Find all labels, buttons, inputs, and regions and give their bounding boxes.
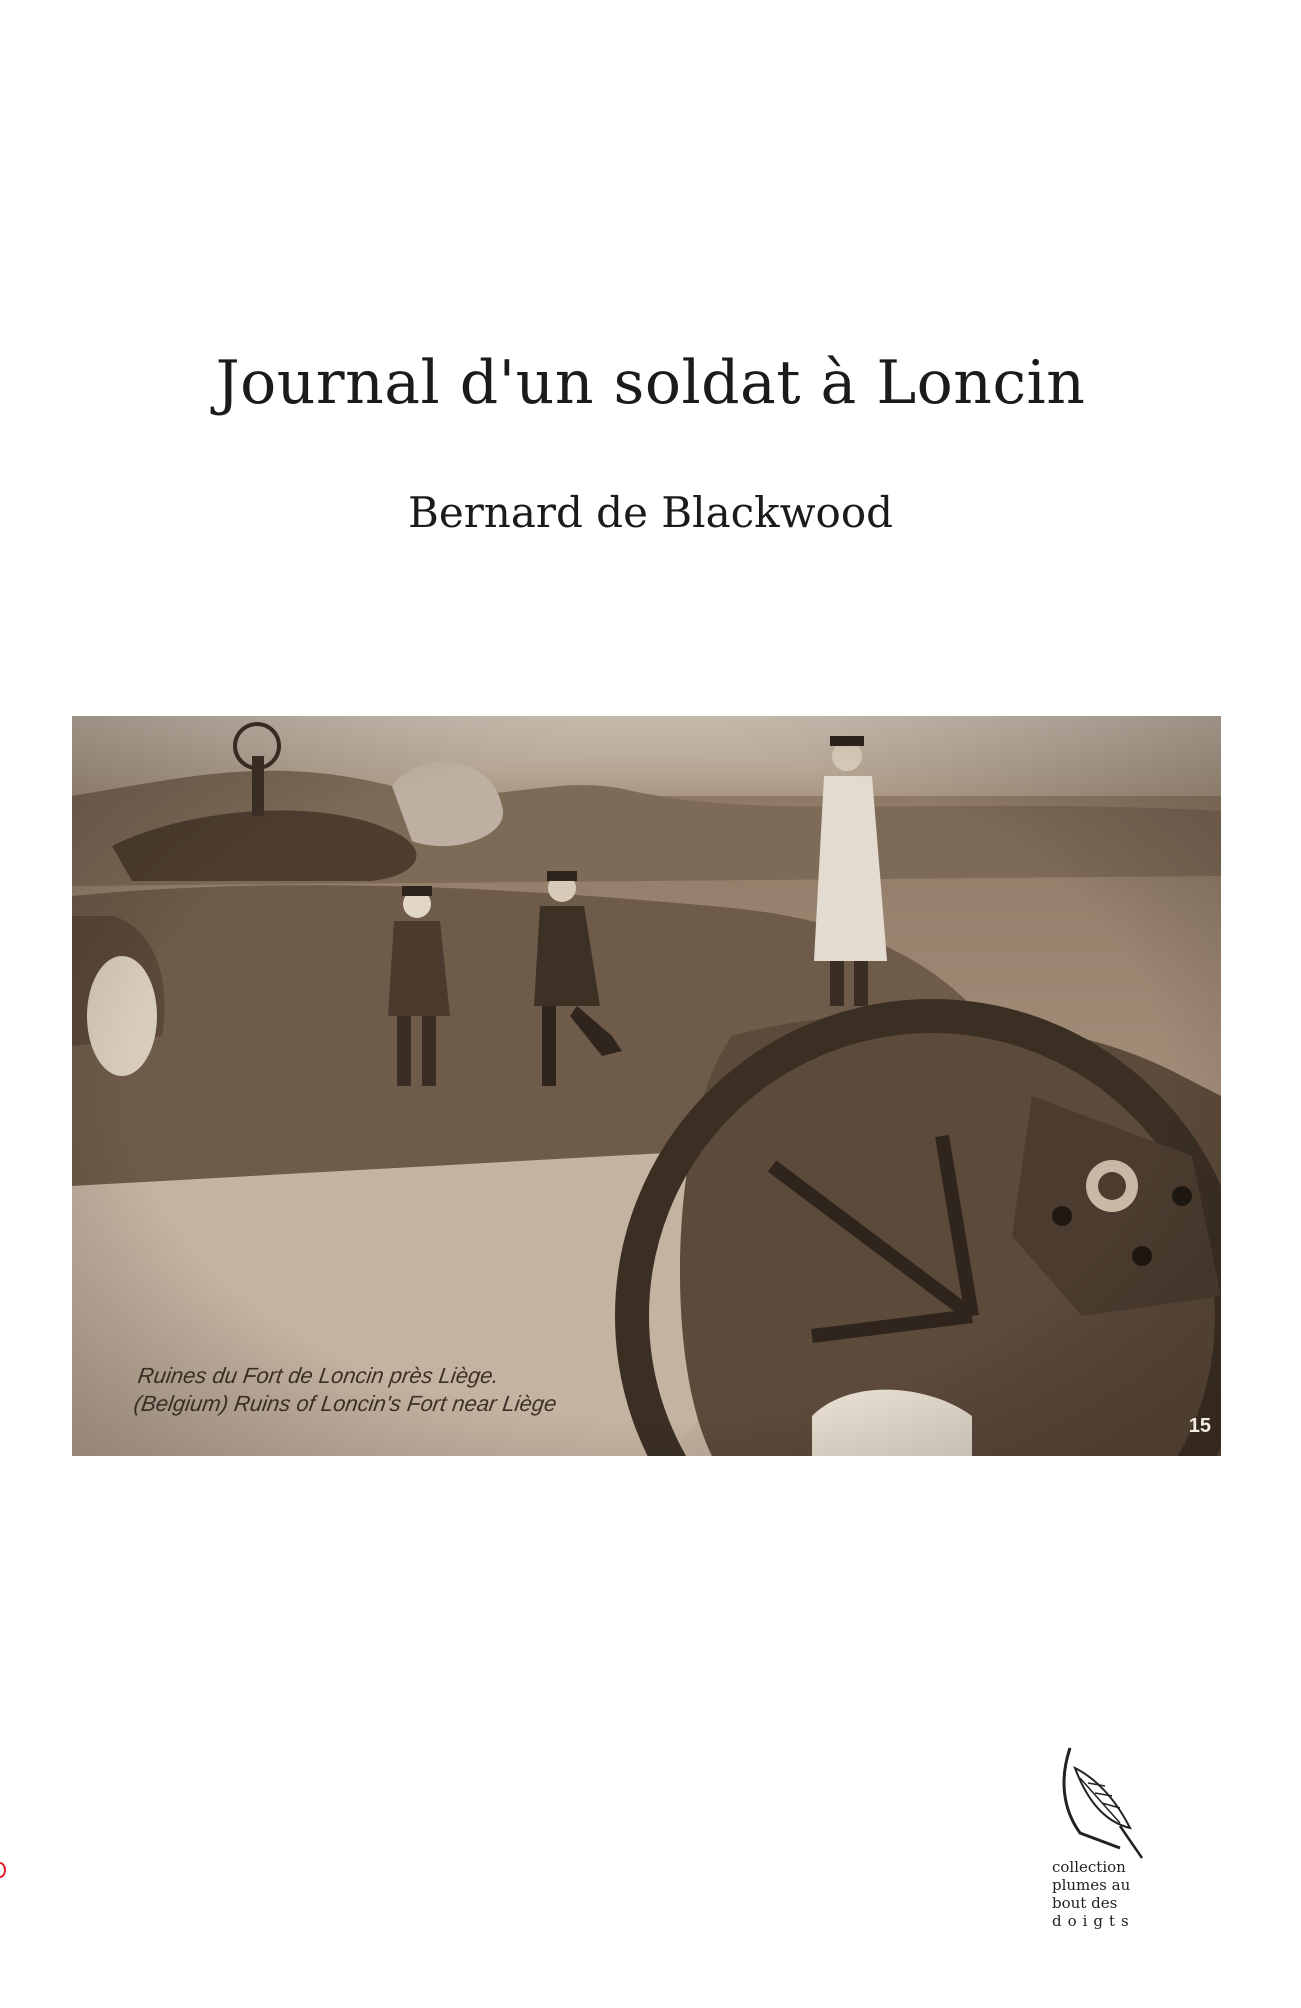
cover-photo xyxy=(72,716,1221,1456)
book-title: Journal d'un soldat à Loncin xyxy=(215,348,1086,418)
photo-caption-line2: (Belgium) Ruins of Loncin's Fort near Liège xyxy=(132,1391,559,1416)
publisher-line4: doigts xyxy=(1052,1912,1135,1930)
photo-caption xyxy=(132,1362,562,1418)
photo-caption-line1: Ruines du Fort de Loncin près Liège. xyxy=(136,1363,501,1388)
publisher-name xyxy=(1052,1858,1162,1930)
quill-feather-icon xyxy=(1050,1738,1160,1868)
book-author: Bernard de Blackwood xyxy=(407,488,893,537)
publisher-line3: bout des xyxy=(1052,1894,1118,1912)
photo-number: 15 xyxy=(1188,1415,1211,1437)
publisher-line1: collection xyxy=(1052,1858,1126,1876)
cover-photo-illustration xyxy=(72,716,1221,1456)
edge-mark xyxy=(0,1862,6,1878)
publisher-line2: plumes au xyxy=(1052,1876,1131,1894)
